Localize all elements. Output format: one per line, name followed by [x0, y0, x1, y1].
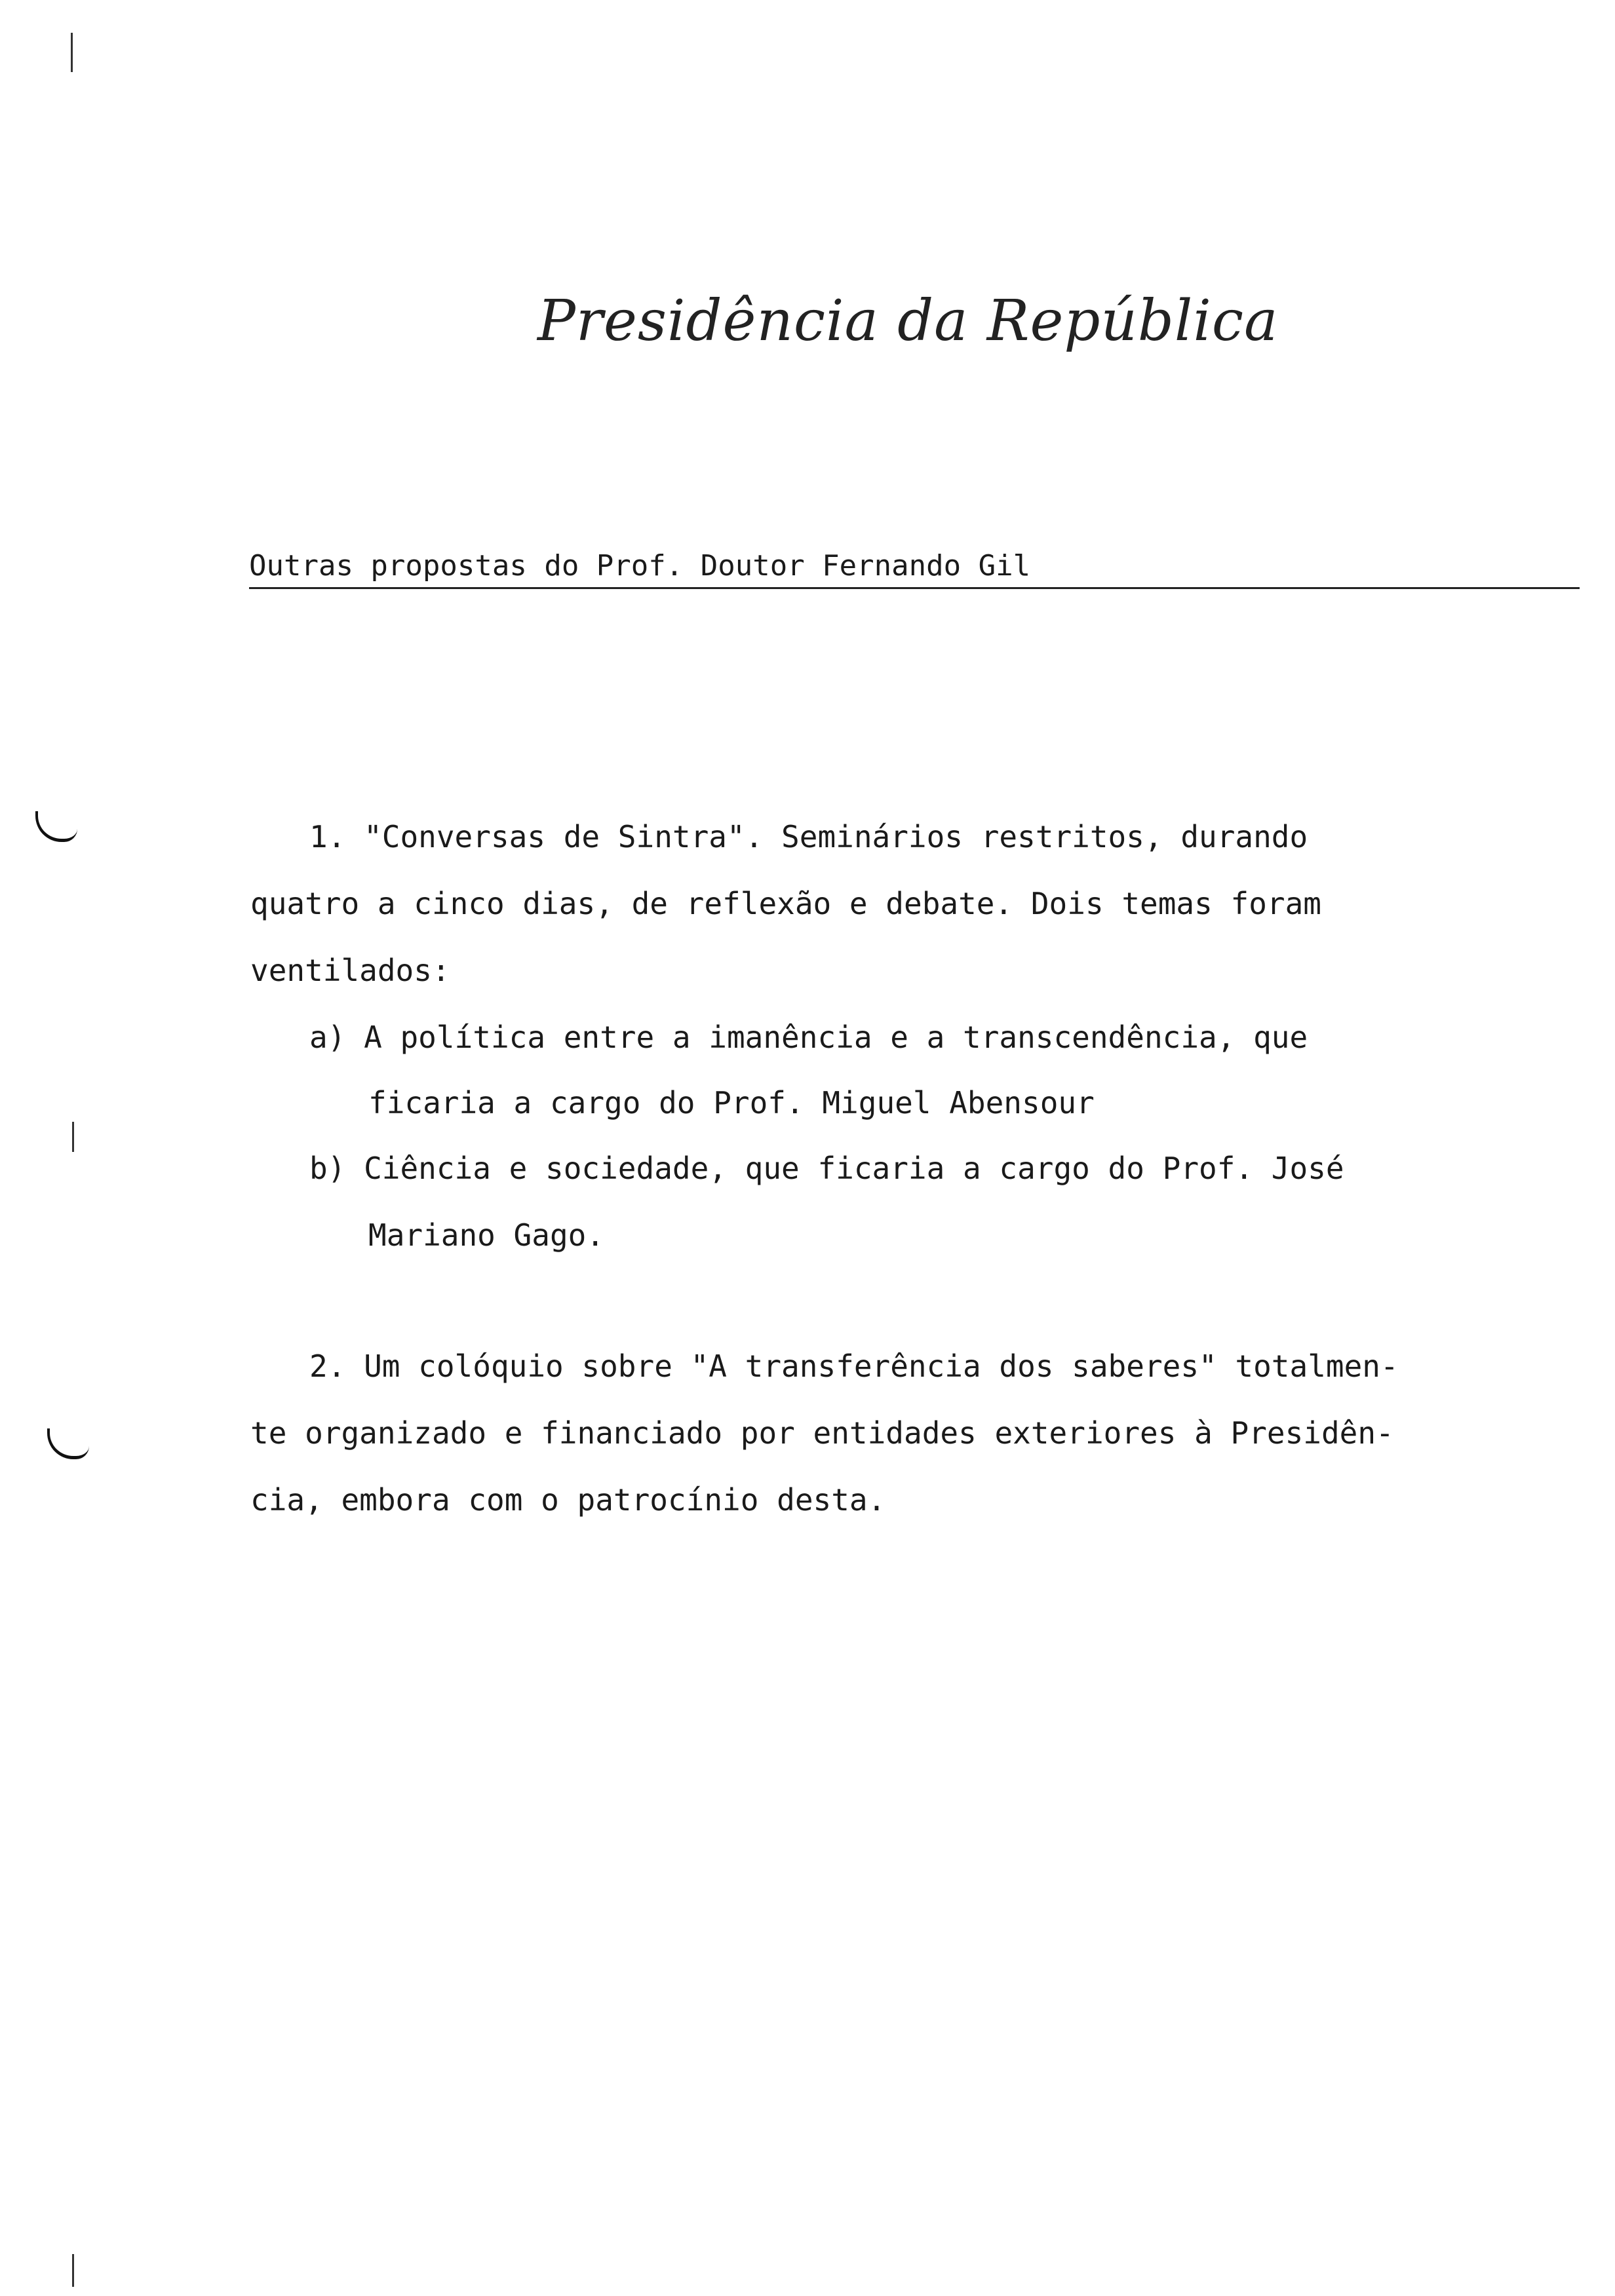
item1-line1: 1. "Conversas de Sintra". Seminários restritos, durando [309, 819, 1308, 854]
item1-line3: ventilados: [250, 953, 450, 988]
item1-subitem-a-line2: ficaria a cargo do Prof. Miguel Abensour [368, 1085, 1095, 1120]
margin-tick-top [71, 33, 73, 72]
margin-tick-bottom [72, 2254, 74, 2287]
item2-line2: te organizado e financiado por entidades exteriores à Presidên- [250, 1415, 1394, 1451]
item1-line2: quatro a cinco dias, de reflexão e debate. Dois temas foram [250, 886, 1321, 921]
punch-hole-mark-upper [35, 811, 77, 842]
item1-subitem-b-line2: Mariano Gago. [368, 1217, 605, 1253]
punch-hole-mark-lower [47, 1428, 89, 1459]
letterhead: Presidência da República [537, 288, 1279, 354]
item2-line1: 2. Um colóquio sobre "A transferência dos saberes" totalmen- [309, 1349, 1399, 1384]
item1-subitem-a-line1: a) A política entre a imanência e a transcendência, que [309, 1020, 1308, 1055]
heading-underline [249, 587, 1580, 589]
item2-line3: cia, embora com o patrocínio desta. [250, 1482, 886, 1518]
document-heading: Outras propostas do Prof. Doutor Fernando Gil [249, 549, 1031, 583]
item1-subitem-b-line1: b) Ciência e sociedade, que ficaria a cargo do Prof. José [309, 1151, 1344, 1186]
margin-tick-middle [72, 1122, 74, 1152]
